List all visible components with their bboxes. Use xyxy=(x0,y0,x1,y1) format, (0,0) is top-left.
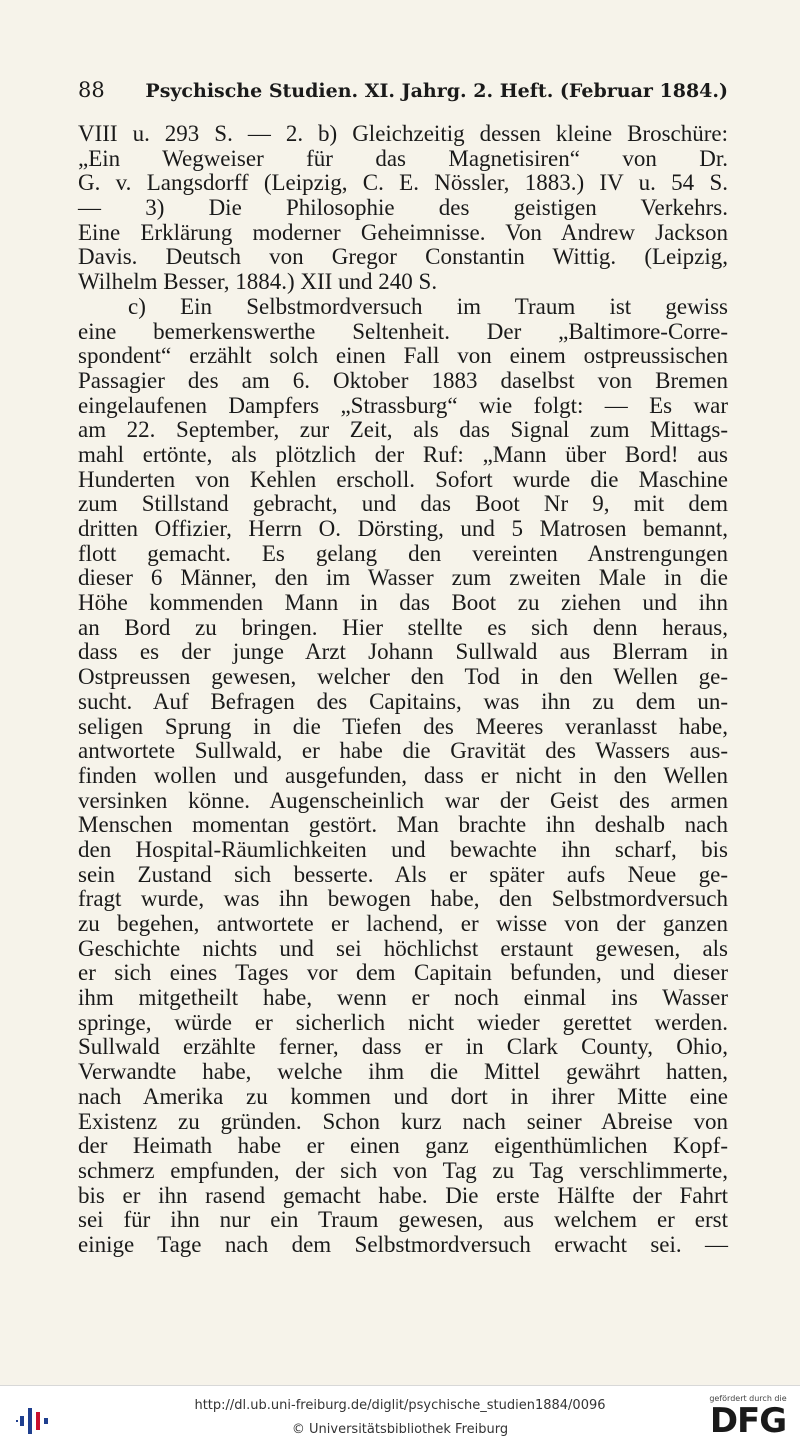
text-line: an Bord zu bringen. Hier stellte es sich denn heraus, xyxy=(78,614,728,640)
text-line: einige Tage nach dem Selbstmordversuch erwacht sei. — xyxy=(78,1231,728,1257)
text-line: „Ein Wegweiser für das Magnetisiren“ von Dr. xyxy=(78,145,728,171)
copyright-notice: © Universitätsbibliothek Freiburg xyxy=(291,1422,509,1437)
viewer-footer xyxy=(0,1385,800,1452)
text-line: ihm mitgetheilt habe, wenn er noch einmal ins Wasser xyxy=(78,985,728,1011)
body-text xyxy=(78,122,728,1258)
text-line: finden wollen und ausgefunden, dass er nicht in den Wellen xyxy=(78,762,728,788)
text-line: dieser 6 Männer, den im Wasser zum zweiten Male in die xyxy=(78,565,728,591)
text-line: Eine Erklärung moderner Geheimnisse. Von Andrew Jackson xyxy=(78,219,728,245)
text-line: den Hospital-Räumlichkeiten und bewachte ihn scharf, bis xyxy=(78,836,728,862)
text-line: flott gemacht. Es gelang den vereinten Anstrengungen xyxy=(78,540,728,566)
text-line: Davis. Deutsch von Gregor Constantin Wittig. (Leipzig, xyxy=(78,244,728,270)
text-line: sei für ihn nur ein Traum gewesen, aus welchem er erst xyxy=(78,1207,728,1233)
text-line: Ostpreussen gewesen, welcher den Tod in den Wellen ge- xyxy=(78,664,728,690)
text-line: bis er ihn rasend gemacht habe. Die erste Hälfte der Fahrt xyxy=(78,1182,728,1208)
text-line: Hunderten von Kehlen erscholl. Sofort wurde die Maschine xyxy=(78,466,728,492)
text-line: Menschen momentan gestört. Man brachte ihn deshalb nach xyxy=(78,812,728,838)
text-line: dritten Offizier, Herrn O. Dörsting, und 5 Matrosen bemannt, xyxy=(78,516,728,541)
text-line: dass es der junge Arzt Johann Sullwald aus Blerram in xyxy=(78,639,728,665)
text-line: versinken könne. Augenscheinlich war der Geist des armen xyxy=(78,787,728,813)
text-line: Existenz zu gründen. Schon kurz nach seiner Abreise von xyxy=(78,1108,728,1134)
text-line: VIII u. 293 S. — 2. b) Gleichzeitig dessen kleine Broschüre: xyxy=(78,121,728,146)
text-line: nach Amerika zu kommen und dort in ihrer Mitte eine xyxy=(78,1083,728,1109)
dfg-funding-label: gefördert durch die xyxy=(709,1394,787,1403)
dfg-logo[interactable] xyxy=(708,1394,788,1446)
text-line: Passagier des am 6. Oktober 1883 daselbst von Bremen xyxy=(78,367,728,393)
running-title: Psychische Studien. XI. Jahrg. 2. Heft. (Februar 1884.) xyxy=(145,80,728,102)
text-line: am 22. September, zur Zeit, als das Signal zum Mittags- xyxy=(78,417,728,443)
text-line: — 3) Die Philosophie des geistigen Verkehrs. xyxy=(78,195,728,221)
text-line: eingelaufenen Dampfers „Strassburg“ wie folgt: — Es war xyxy=(78,392,728,418)
text-line: springe, würde er sicherlich nicht wieder gerettet werden. xyxy=(78,1009,728,1035)
text-line: seligen Sprung in die Tiefen des Meeres veranlasst habe, xyxy=(78,713,728,739)
text-line: spondent“ erzählt solch einen Fall von einem ostpreussischen xyxy=(78,343,728,369)
text-line: zum Stillstand gebracht, und das Boot Nr 9, mit dem xyxy=(78,491,728,517)
text-line: er sich eines Tages vor dem Capitain befunden, und dieser xyxy=(78,960,728,986)
text-line: der Heimath habe er einen ganz eigenthümlichen Kopf- xyxy=(78,1133,728,1159)
text-line: mahl ertönte, als plötzlich der Ruf: „Mann über Bord! aus xyxy=(78,441,728,467)
text-line: sucht. Auf Befragen des Capitains, was ihn zu dem un- xyxy=(78,688,728,714)
text-line: sein Zustand sich besserte. Als er später aufs Neue ge- xyxy=(78,861,728,887)
text-line: schmerz empfunden, der sich von Tag zu Tag verschlimmerte, xyxy=(78,1157,728,1183)
text-line: antwortete Sullwald, er habe die Gravität des Wassers aus- xyxy=(78,738,728,764)
text-line: Höhe kommenden Mann in das Boot zu ziehen und ihn xyxy=(78,590,728,616)
permalink-url[interactable]: http://dl.ub.uni-freiburg.de/diglit/psychische_studien1884/0096 xyxy=(194,1398,606,1413)
text-line: Geschichte nichts und sei höchlichst erstaunt gewesen, als xyxy=(78,935,728,961)
page-header xyxy=(78,78,728,102)
dfg-logo-text: DFG xyxy=(709,1401,787,1441)
text-line: eine bemerkenswerthe Seltenheit. Der „Baltimore-Corre- xyxy=(78,318,728,344)
text-line: Verwandte habe, welche ihm die Mittel gewährt hatten, xyxy=(78,1059,728,1085)
text-line: c) Ein Selbstmordversuch im Traum ist gewiss xyxy=(128,293,728,319)
page-number: 88 xyxy=(78,78,105,102)
text-line: Wilhelm Besser, 1884.) XII und 240 S. xyxy=(78,269,438,295)
text-line: Sullwald erzählte ferner, dass er in Clark County, Ohio, xyxy=(78,1034,728,1060)
text-line: zu begehen, antwortete er lachend, er wisse von der ganzen xyxy=(78,911,728,936)
text-line: fragt wurde, was ihn bewogen habe, den Selbstmordversuch xyxy=(78,886,728,912)
text-line: G. v. Langsdorff (Leipzig, C. E. Nössler, 1883.) IV u. 54 S. xyxy=(78,170,728,196)
